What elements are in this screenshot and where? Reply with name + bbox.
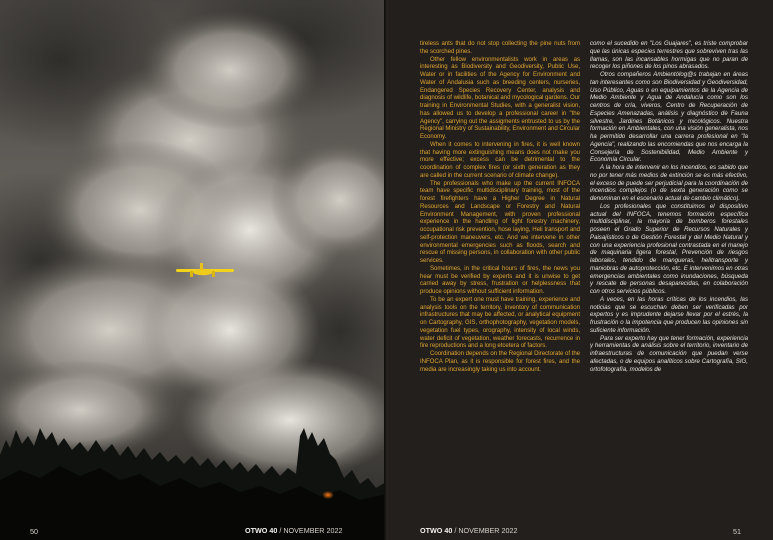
- magazine-name: OTWO 40: [245, 526, 278, 535]
- english-paragraph: tireless ants that do not stop collecting the pine nuts from the scorched pines.: [420, 40, 580, 55]
- english-paragraph: To be an expert one must have training, experience and analysis tools on the territory, inventory of communication infrastructures that may be affected, or analytical equipment on Cartography, GIS, orthophotography, vegetation models, vegetation fuel types, orography, intensity of local winds, water deficit of vegetation, weather forecasts, recurrence in fire reproductions and a long etcetera of factors.: [420, 295, 580, 350]
- issue-date: NOVEMBER 2022: [283, 526, 343, 535]
- footer-right: OTWO 40 / NOVEMBER 2022: [420, 526, 518, 535]
- spanish-paragraph: Otros compañeros Ambientólog@s trabajan en áreas tan interesantes como son Biodiversidad y Geodiversidad, Uso Público, Aguas o en equipamientos de la Agencia de Medio Ambiente y Agua de Andalucía como son los centros de cría, viveros, Centro de Recuperación de Especies Amenazadas, análisis y diagnóstico de Fauna silvestre, Jardines Botánicos y micológicos. Nuestra formación en Ambientales, con una visión generalista, nos ha permitido desarrollar una carrera profesional en "la Agencia", realizando las encomiendas que nos encarga la Consejería de Sostenibilidad, Medio Ambiente y Economía Circular.: [590, 71, 748, 164]
- spanish-text-column: [590, 40, 748, 500]
- spanish-paragraph: Los profesionales que constituimos el dispositivo actual del INFOCA, tenemos formación específica multidisciplinar, la mayoría de bomberos forestales poseen el Grado Superior de Recursos Naturales y Paisajísticos o de Gestión Forestal y del Medio Natural y con una experiencia profesional contrastada en el manejo de maquinaria ligera forestal, Prevención de riesgos laborales, tendido de mangueras, helitransporte y maniobras de autoprotección, etc. E intervenimos en otras emergencias ambientales como inundaciones, búsqueda y rescate de personas desaparecidas, en colaboración con otros servicios públicos.: [590, 202, 748, 295]
- magazine-name: OTWO 40: [420, 526, 453, 535]
- page-number-right: 51: [733, 527, 741, 536]
- english-text-column: [420, 40, 580, 500]
- spanish-paragraph: Para ser experto hay que tener formación, experiencia y herramientas de análisis sobre el territorio, inventario de infraestructuras de comunicación que puedan verse afectadas, o de equipos analíticos sobre Cartografía, SIG, ortofotografía, modelos de: [590, 334, 748, 373]
- spanish-paragraph: A veces, en las horas críticas de los incendios, las noticias que se escuchan deben ser verificadas por expertos y es imprudente dejarse llevar por el estrés, la frustración o la impotencia que producen las opiniones sin suficiente información.: [590, 295, 748, 334]
- english-paragraph: Coordination depends on the Regional Directorate of the INFOCA Plan, as it is responsible for forest fires, and the media are increasingly taking us into account.: [420, 350, 580, 373]
- footer-left: OTWO 40 / NOVEMBER 2022: [245, 526, 343, 535]
- english-paragraph: When it comes to intervening in fires, it is well known that having more extinguishing means does not make you more effective; excess can be detrimental to the coordination of complex fires (or sixth generation as they are called in the current scenario of climate change).: [420, 140, 580, 179]
- page-number-left: 50: [30, 527, 38, 536]
- wildfire-photo: [0, 0, 386, 540]
- english-paragraph: The professionals who make up the current INFOCA team have specific multidisciplinary training, most of the forest firefighters have a Higher Degree in Natural Resources and Landscape or Forestry and Natural Environment Management, with proven professional experience in the handling of light forestry machinery, occupational risk prevention, hose laying, Heli transport and self-protection maneuvers, etc. And we intervene in other environmental emergencies such as floods, search and rescue of missing persons, in collaboration with other public services.: [420, 179, 580, 264]
- left-page: [0, 0, 386, 540]
- english-paragraph: Other fellow environmentalists work in areas as interesting as Biodiversity and Geodiversity, Public Use, Water or in facilities of the Agency for Environment and Water of Andalusia such as breeding centers, nurseries, Endangered Species Recovery Center, analysis and diagnosis of wildlife, botanical and mycological gardens. Our training in Environmental Studies, with a generalist vision, has allowed us to develop a professional career in "the Agency", carrying out the assigments entrusted to us by the Regional Ministry of Sustainability, Environment and Circular Economy.: [420, 55, 580, 140]
- english-paragraph: Sometimes, in the critical hours of fires, the news you hear must be verified by experts and it is unwise to get carried away by stress, frustration or helplessness that produce opinions without sufficient information.: [420, 264, 580, 295]
- spanish-paragraph: A la hora de intervenir en los incendios, es sabido que no por tener más medios de extinción se es más efectivo, el exceso de puede ser perjudicial para la coordinación de incendios complejos (o de sexta generación como se denominan en el escenario actual de cambio climático).: [590, 164, 748, 202]
- issue-date: NOVEMBER 2022: [458, 526, 518, 535]
- spanish-paragraph: como el sucedido en "Los Guajares", es triste comprobar que las únicas especies terrestres que sobreviven tras las llamas, son las incansables hormigas que no paran de recoger los piñones de los pinos abrasados.: [590, 40, 748, 71]
